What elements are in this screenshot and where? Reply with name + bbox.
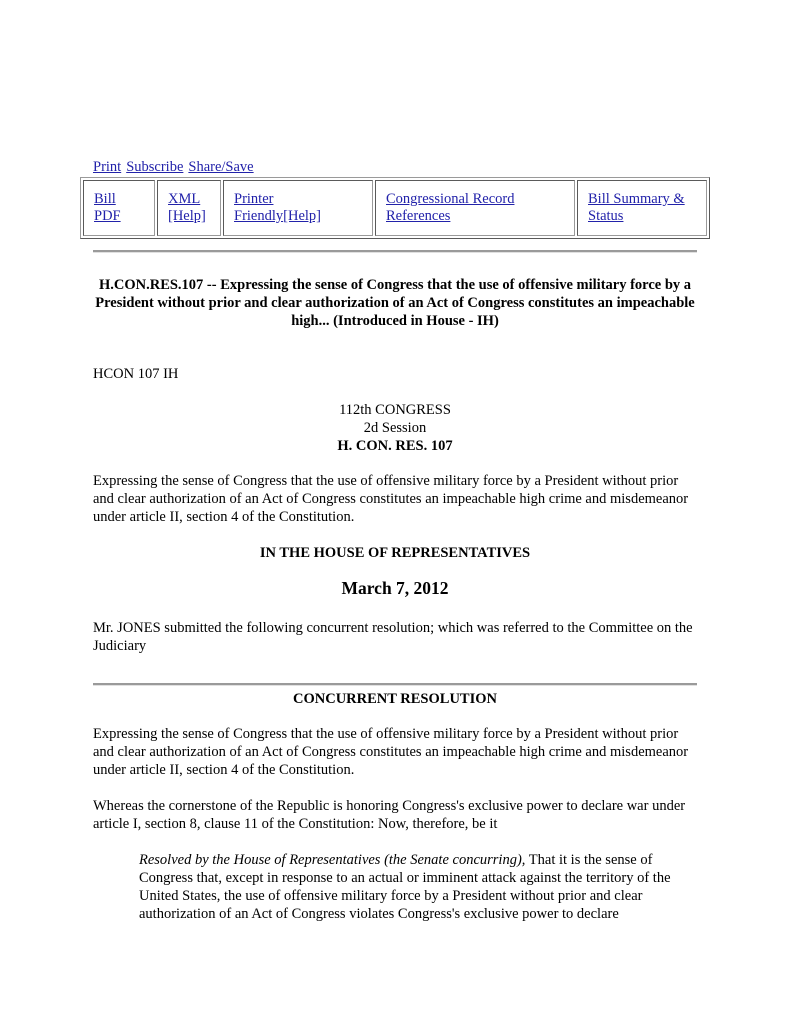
concurrent-resolution-heading: CONCURRENT RESOLUTION bbox=[293, 691, 497, 707]
xml-help-link[interactable]: [Help] bbox=[168, 208, 206, 224]
share-save-link[interactable]: Share/Save bbox=[188, 159, 254, 175]
bill-summary-label-1: Bill Summary & bbox=[588, 191, 685, 207]
page-title: H.CON.RES.107 -- Expressing the sense of Congress that the use of offensive military force by a President without prior and clear authorization of an Act of Congress constitutes an impeachable high... (Introduced in House - IH) bbox=[95, 277, 695, 329]
bill-pdf-cell bbox=[83, 180, 155, 236]
congressional-record-link[interactable] bbox=[386, 191, 514, 224]
resolved-paragraph bbox=[139, 851, 699, 923]
resolved-clause: Resolved by the House of Representatives (the Senate concurring), bbox=[139, 852, 526, 868]
bill-pdf-label-2: PDF bbox=[94, 208, 121, 224]
date-heading: March 7, 2012 bbox=[341, 578, 449, 598]
congressional-record-label-2: References bbox=[386, 208, 451, 224]
resolved-body: That it is the sense of Congress that, except in response to an actual or imminent attack against the territory of the United States, the use of offensive military force by a President without prior and clear authorization of an Act of Congress violates Congress's exclusive power to declare bbox=[139, 852, 671, 922]
bill-links-table bbox=[80, 177, 710, 239]
summary-repeat-paragraph: Expressing the sense of Congress that the use of offensive military force by a President without prior and clear authorization of an Act of Congress constitutes an impeachable high crime and misdemeanor under article II, section 4 of the Constitution. bbox=[93, 726, 689, 778]
xml-link[interactable]: XML bbox=[168, 191, 201, 207]
session: 2d Session bbox=[363, 420, 427, 436]
submission-paragraph: Mr. JONES submitted the following concurrent resolution; which was referred to the Committee on the Judiciary bbox=[93, 620, 693, 654]
congressional-record-label-1: Congressional Record bbox=[386, 191, 515, 207]
bill-summary-link[interactable] bbox=[588, 191, 685, 224]
xml-cell bbox=[157, 180, 221, 236]
summary-paragraph: Expressing the sense of Congress that the use of offensive military force by a President without prior and clear authorization of an Act of Congress constitutes an impeachable high crime and misdemeanor under article II, section 4 of the Constitution. bbox=[93, 473, 689, 525]
printer-friendly-label-2: Friendly bbox=[234, 208, 284, 224]
bill-code: HCON 107 IH bbox=[93, 366, 179, 382]
bill-summary-cell bbox=[577, 180, 707, 236]
congress-number: 112th CONGRESS bbox=[339, 402, 451, 418]
whereas-paragraph: Whereas the cornerstone of the Republic is honoring Congress's exclusive power to declare war under article I, section 8, clause 11 of the Constitution: Now, therefore, be it bbox=[93, 798, 686, 832]
bill-pdf-label-1: Bill bbox=[94, 191, 116, 207]
resolution-number: H. CON. RES. 107 bbox=[337, 438, 453, 454]
bill-summary-label-2: Status bbox=[588, 208, 624, 224]
divider-top bbox=[93, 250, 697, 253]
top-links bbox=[93, 158, 259, 176]
congressional-record-cell bbox=[375, 180, 575, 236]
subscribe-link[interactable]: Subscribe bbox=[126, 159, 184, 175]
printer-friendly-label-1: Printer bbox=[234, 191, 274, 207]
printer-friendly-link[interactable] bbox=[234, 191, 283, 224]
print-link[interactable]: Print bbox=[93, 159, 122, 175]
divider-middle bbox=[93, 683, 697, 686]
printer-help-link[interactable]: [Help] bbox=[283, 208, 321, 224]
bill-pdf-link[interactable] bbox=[94, 191, 121, 224]
printer-friendly-cell bbox=[223, 180, 373, 236]
house-heading: IN THE HOUSE OF REPRESENTATIVES bbox=[259, 545, 531, 561]
